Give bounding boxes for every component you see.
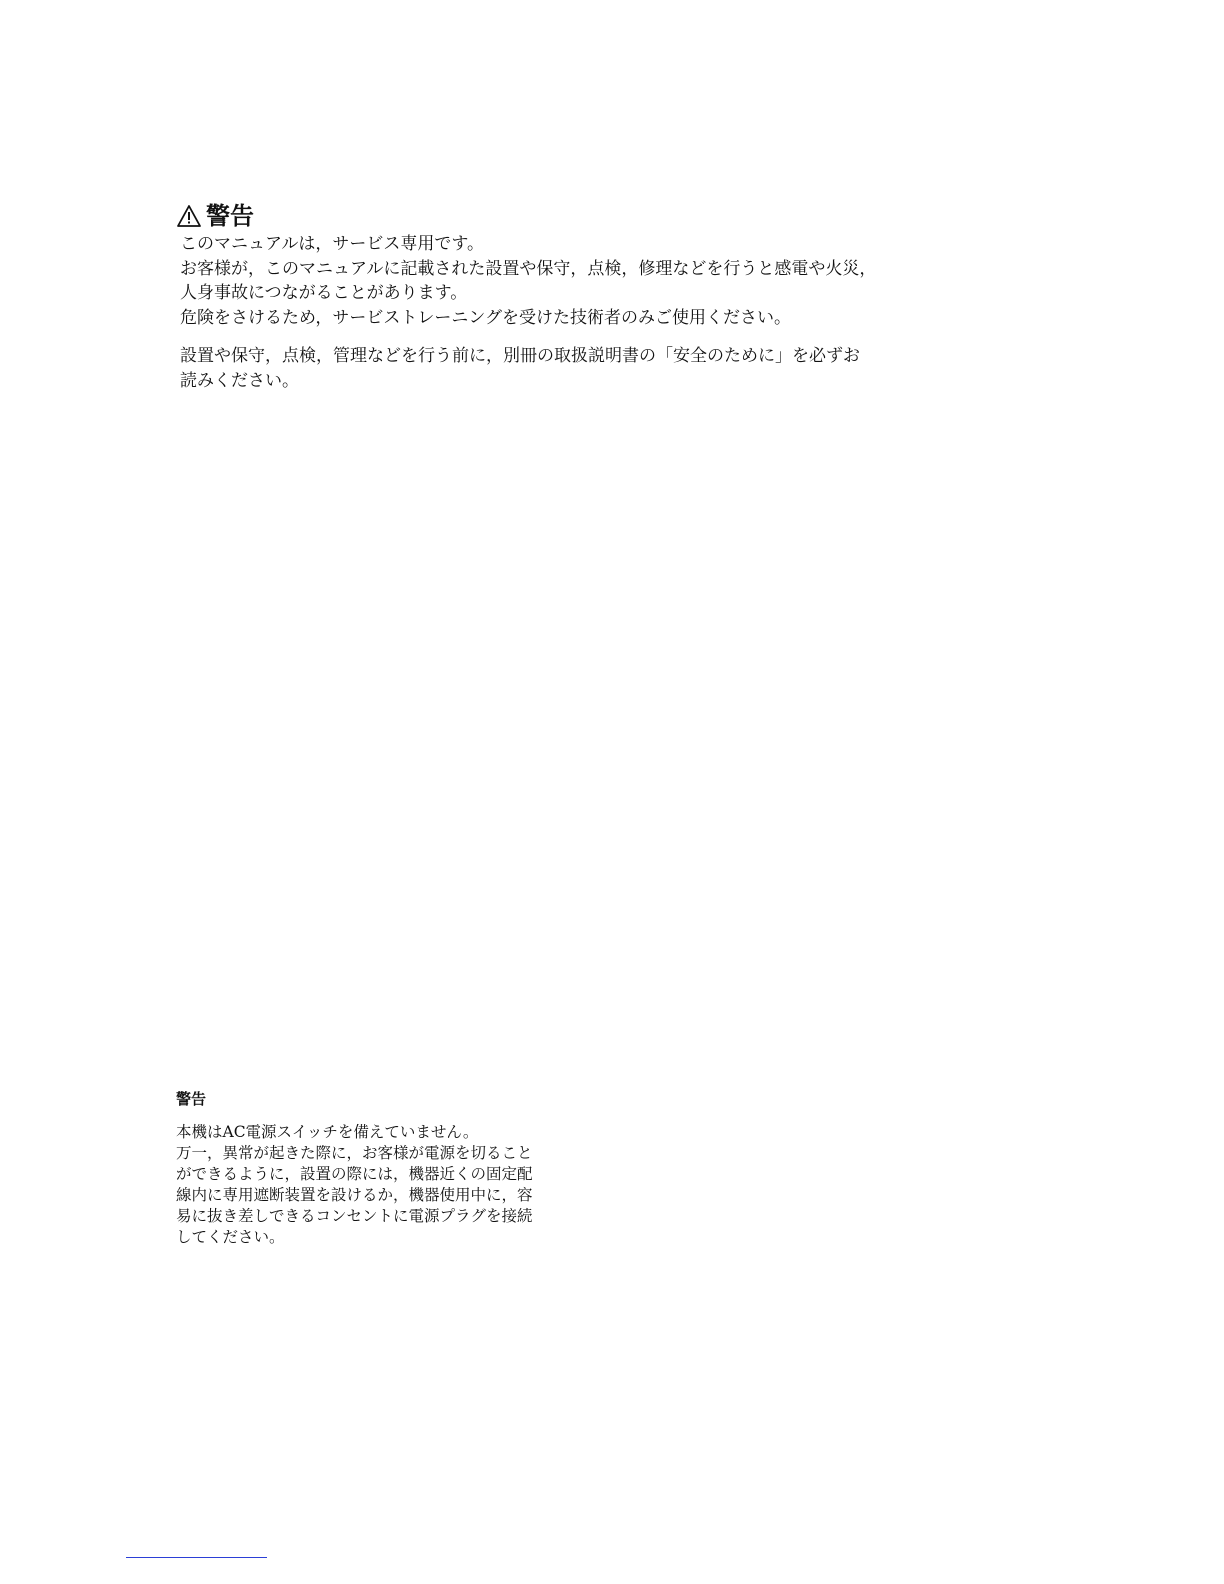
power-warning-line: 線内に専用遮断装置を設けるか，機器使用中に，容 bbox=[176, 1186, 533, 1204]
warning-heading-row bbox=[176, 200, 936, 232]
warning-line: 人身事故につながることがあります。 bbox=[180, 283, 468, 303]
power-warning-line: 本機はAC電源スイッチを備えていません。 bbox=[176, 1123, 479, 1141]
safety-line: 設置や保守，点検，管理などを行う前に，別冊の取扱説明書の「安全のために」を必ずお bbox=[180, 346, 860, 366]
warning-section-bottom bbox=[176, 1088, 566, 1248]
footnote-divider bbox=[126, 1557, 267, 1558]
warning-line: お客様が，このマニュアルに記載された設置や保守，点検，修理などを行うと感電や火災， bbox=[180, 258, 877, 279]
warning-section-top bbox=[176, 200, 936, 393]
power-warning-line: 易に抜き差しできるコンセントに電源プラグを接続 bbox=[176, 1207, 533, 1225]
power-warning-line: してください。 bbox=[176, 1228, 285, 1246]
warning-title-small: 警告 bbox=[176, 1090, 207, 1108]
warning-title: 警告 bbox=[206, 202, 254, 230]
warning-line: 危険をさけるため，サービストレーニングを受けた技術者のみご使用ください。 bbox=[180, 307, 791, 328]
warning-line: このマニュアルは，サービス専用です。 bbox=[180, 234, 484, 254]
safety-instruction-paragraph bbox=[176, 344, 936, 393]
safety-line: 読みください。 bbox=[180, 370, 299, 391]
warning-triangle-icon bbox=[176, 204, 202, 228]
power-warning-line: ができるように，設置の際には，機器近くの固定配 bbox=[176, 1165, 533, 1183]
power-warning-line: 万一，異常が起きた際に，お客様が電源を切ること bbox=[176, 1144, 533, 1162]
